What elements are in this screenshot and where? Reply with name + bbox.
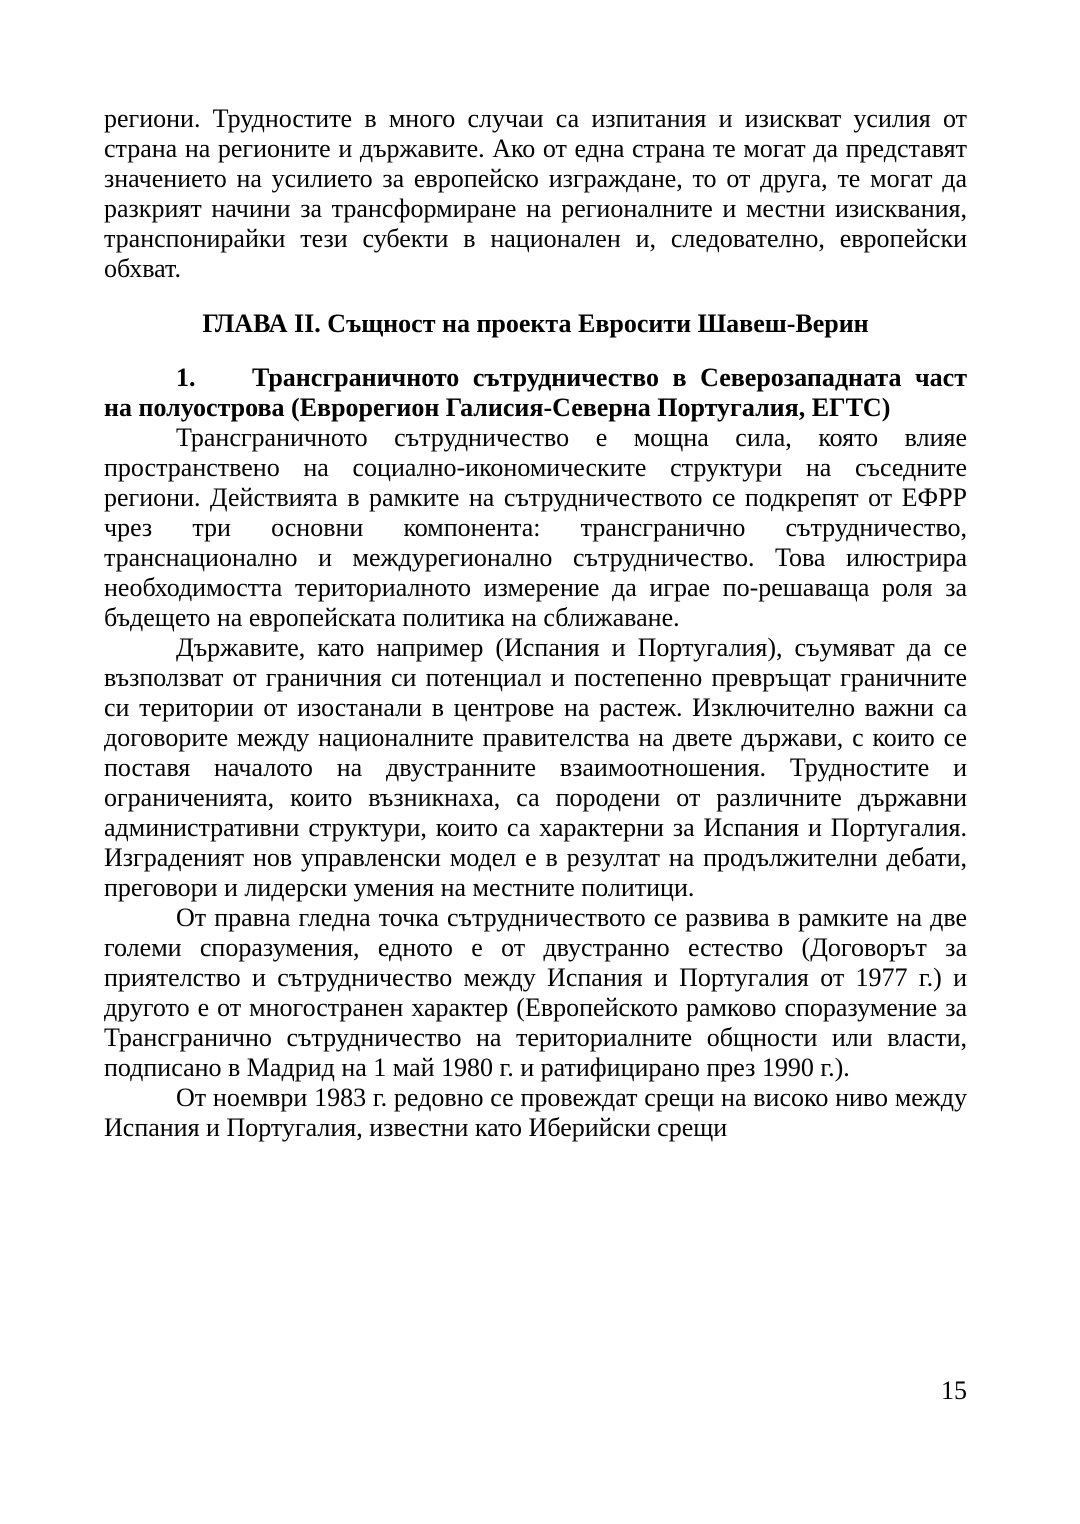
section-title: Трансграничното сътрудничество в Северозападната част на полуострова (Еврорегион Галисия-Северна Португалия, ЕГТС) — [104, 363, 967, 422]
section-number: 1. — [176, 363, 196, 392]
body-paragraph-2: Държавите, като например (Испания и Португалия), съумяват да се възползват от граничния си потенциал и постепенно превръщат граничните си територии от изостанали в центрове на растеж. Изключително важни са договорите между националните правителства на двете държави, с които се поставя началото на двустранните взаимоотношения. Трудностите и ограниченията, които възникнаха, са породени от различните държавни административни структури, които са характерни за Испания и Португалия. Изграденият нов управленски модел е в резултат на продължителни дебати, преговори и лидерски умения на местните политици. — [104, 633, 967, 902]
page-number: 15 — [941, 1376, 967, 1405]
body-paragraph-1: Трансграничното сътрудничество е мощна сила, която влияе пространствено на социално-икономическите структури на съседните региони. Действията в рамките на сътрудничеството се подкрепят от ЕФРР чрез три основни компонента: трансгранично сътрудничество, транснационално и междурегионално сътрудничество. Това илюстрира необходимостта териториалното измерение да играе по-решаваща роля за бъдещето на европейската политика на сближаване. — [104, 423, 967, 632]
intro-paragraph: региони. Трудностите в много случаи са изпитания и изискват усилия от страна на регионите и държавите. Ако от една страна те могат да представят значението на усилието за европейско изграждане, то от друга, те могат да разкрият начини за трансформиране на регионалните и местни изисквания, транспонирайки тези субекти в национален и, следователно, европейски обхват. — [104, 104, 967, 283]
body-paragraph-3: От правна гледна точка сътрудничеството се развива в рамките на две големи споразумения, едното е от двустранно естество (Договорът за приятелство и сътрудничество между Испания и Португалия от 1977 г.) и другото е от многостранен характер (Европейското рамково споразумение за Трансгранично сътрудничество на териториалните общности или власти, подписано в Мадрид на 1 май 1980 г. и ратифицирано през 1990 г.). — [104, 903, 967, 1082]
body-paragraph-4: От ноември 1983 г. редовно се провеждат срещи на високо ниво между Испания и Португалия, известни като Иберийски срещи — [104, 1083, 967, 1142]
section-heading — [104, 363, 967, 423]
chapter-title: ГЛАВА II. Същност на проекта Евросити Шавеш-Верин — [202, 309, 869, 338]
page-content — [104, 104, 967, 1143]
